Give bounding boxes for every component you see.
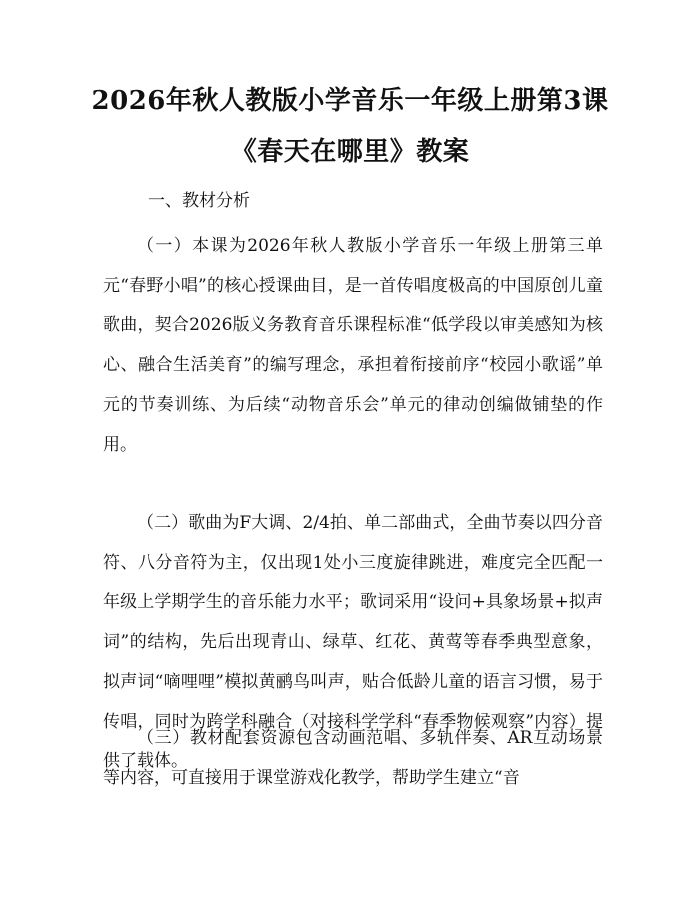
paragraph-1: （一）本课为2026年秋人教版小学音乐一年级上册第三单元“春野小唱”的核心授课曲目，是一首传唱度极高的中国原创儿童歌曲，契合2026版义务教育音乐课程标准“低学段以审美感知为核心、融合生活美育”的编写理念，承担着衔接前序“校园小歌谣”单元的节奏训练、为后续“动物音乐会”单元的律动创编做铺垫的作用。: [103, 236, 603, 455]
paragraph-3: （三）教材配套资源包含动画范唱、多轨伴奏、AR互动场景等内容，可直接用于课堂游戏化教学，帮助学生建立“音: [103, 728, 603, 788]
section-heading-teaching-material-analysis: 一、教材分析: [148, 191, 250, 211]
document-title-line-1: 2026年秋人教版小学音乐一年级上册第3课: [91, 86, 609, 116]
document-title-line-2: 《春天在哪里》教案: [230, 137, 470, 167]
paragraph-2: （二）歌曲为F大调、2/4拍、单二部曲式，全曲节奏以四分音符、八分音符为主，仅出现1处小三度旋律跳进，难度完全匹配一年级上学期学生的音乐能力水平；歌词采用“设问+具象场景+拟声词”的结构，先后出现青山、绿草、红花、黄莺等春季典型意象，拟声词“嘀哩哩”模拟黄鹂鸟叫声，贴合低龄儿童的语言习惯，易于传唱，同时为跨学科融合（对接科学学科“春季物候观察”内容）提供了载体。: [103, 513, 603, 772]
